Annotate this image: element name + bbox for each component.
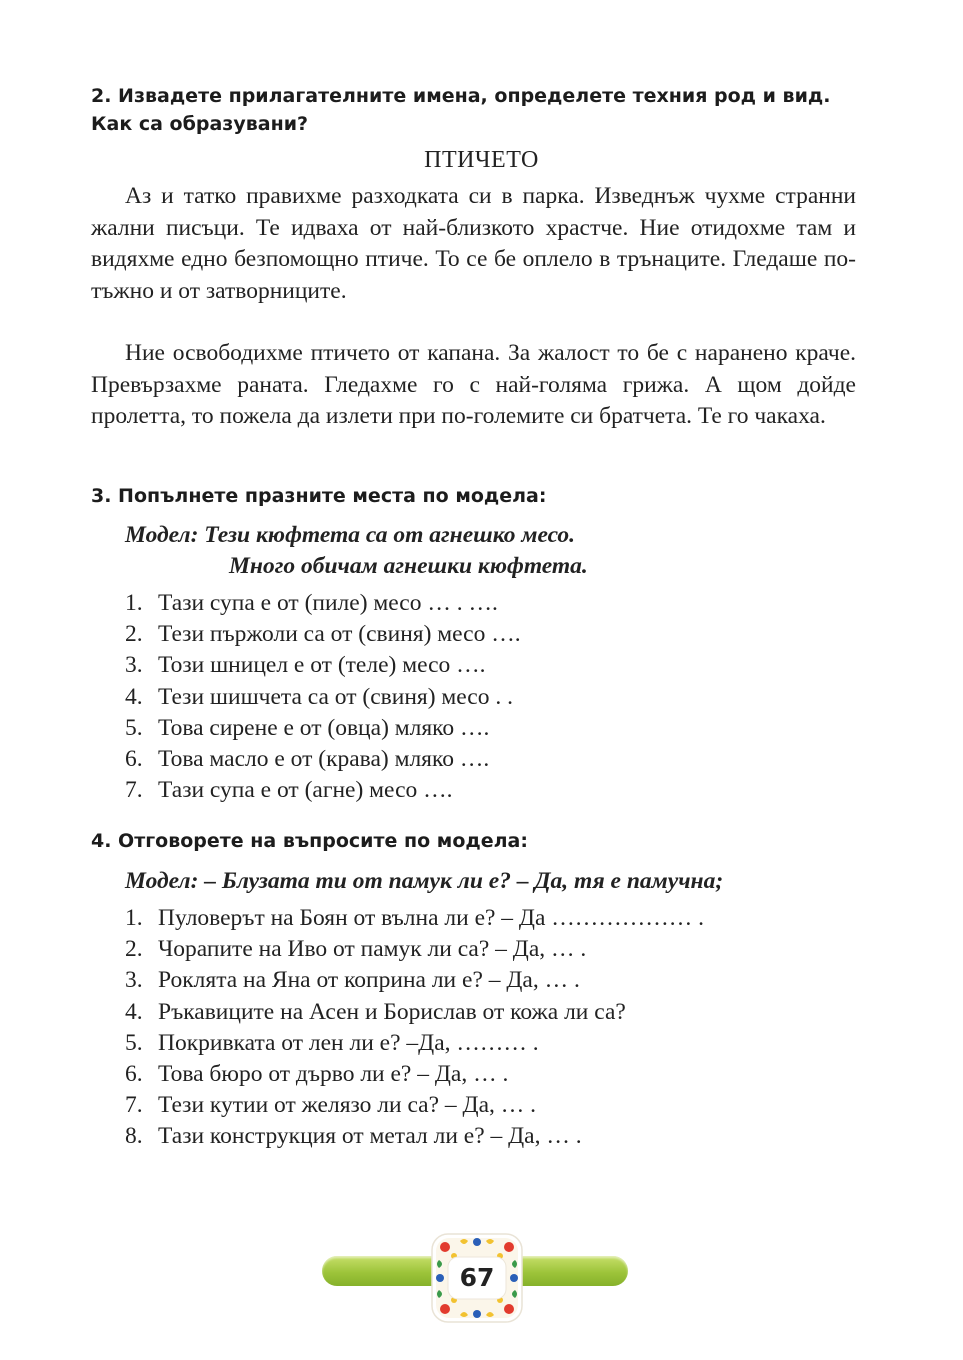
item-number: 4.: [125, 683, 143, 710]
item-number: 7.: [125, 1092, 143, 1119]
item-text: Това масло е от (крава) мляко ….: [158, 745, 490, 772]
list-item: [125, 1059, 704, 1090]
list-item: [125, 934, 704, 965]
task-4-heading: 4. Отговорете на въпросите по модела:: [91, 830, 528, 852]
item-text: Ръкавиците на Асен и Борислав от кожа ли са?: [158, 998, 626, 1025]
item-number: 5.: [125, 714, 143, 741]
item-text: Това сирене е от (овца) мляко ….: [158, 714, 490, 741]
item-number: 5.: [125, 1029, 143, 1056]
item-number: 3.: [125, 967, 143, 994]
item-number: 8.: [125, 1123, 143, 1150]
list-item: [125, 744, 521, 775]
item-number: 1.: [125, 905, 143, 931]
item-number: 3.: [125, 652, 143, 679]
task-4-list: [125, 903, 704, 1153]
list-item: [125, 682, 521, 713]
list-item: [125, 588, 521, 619]
item-number: 4.: [125, 998, 143, 1025]
page-number: 67: [459, 1263, 495, 1292]
list-item: [125, 1121, 704, 1152]
task-4-model: Модел: – Блузата ти от памук ли е? – Да, тя е памучна;: [125, 868, 724, 894]
story-paragraph-1: Аз и татко правихме разходката си в парка. Изведнъж чухме странни жални писъци. Те идваха от най-близкото храстче. Ние отидохме там и видяхме едно безпомощно птиче. То се бе оплело в трънаците. Гледаше по-тъжно и от затворниците.: [91, 183, 856, 304]
item-text: Тези шишчета са от (свиня) месо . .: [158, 683, 513, 710]
list-item: [125, 619, 521, 650]
list-item: [125, 903, 704, 934]
item-text: Това бюро от дърво ли е? – Да, … .: [158, 1060, 509, 1087]
list-item: [125, 650, 521, 681]
item-text: Тази конструкция от метал ли е? – Да, … .: [158, 1123, 582, 1150]
item-number: 6.: [125, 1060, 143, 1087]
item-text: Покривката от лен ли е? –Да, ……… .: [158, 1029, 539, 1056]
task-3-model-line-1: Модел: Тези кюфтета са от агнешко месо.: [125, 522, 576, 548]
item-text: Пуловерът на Боян от вълна ли е? – Да ……………… .: [158, 905, 705, 931]
item-text: Роклята на Яна от коприна ли е? – Да, … .: [158, 967, 580, 994]
task-3-model-line-2: Много обичам агнешки кюфтета.: [229, 553, 588, 579]
task-3-heading: 3. Попълнете празните места по модела:: [91, 485, 547, 507]
task-3-list: [125, 588, 521, 806]
item-text: Този шницел е от (теле) месо ….: [158, 652, 486, 679]
list-item: [125, 965, 704, 996]
item-text: Тези кутии от желязо ли са? – Да, … .: [158, 1092, 537, 1119]
item-text: Тази супа е от (агне) месо ….: [158, 777, 453, 804]
item-number: 6.: [125, 745, 143, 772]
item-number: 7.: [125, 777, 143, 804]
item-number: 1.: [125, 590, 143, 616]
list-item: [125, 1028, 704, 1059]
item-number: 2.: [125, 621, 143, 648]
list-item: [125, 713, 521, 744]
list-item: [125, 997, 704, 1028]
list-item: [125, 775, 521, 806]
task-2-heading: 2. Извадете прилагателните имена, определете техния род и вид. Как са образувани?: [91, 85, 831, 135]
item-text: Тези пържоли са от (свиня) месо ….: [158, 621, 521, 648]
story-paragraph-2: Ние освободихме птичето от капана. За жалост то бе с наранено краче. Превързахме раната. Гледахме го с най-голяма грижа. А щом дойде пролетта, то пожела да излети при по-големите си братчета. Те го чакаха.: [91, 340, 856, 429]
item-text: Тази супа е от (пиле) месо … . ….: [158, 590, 498, 616]
item-text: Чорапите на Иво от памук ли са? – Да, … .: [158, 936, 587, 963]
list-item: [125, 1090, 704, 1121]
item-number: 2.: [125, 936, 143, 963]
story-title: ПТИЧЕТО: [424, 147, 539, 173]
